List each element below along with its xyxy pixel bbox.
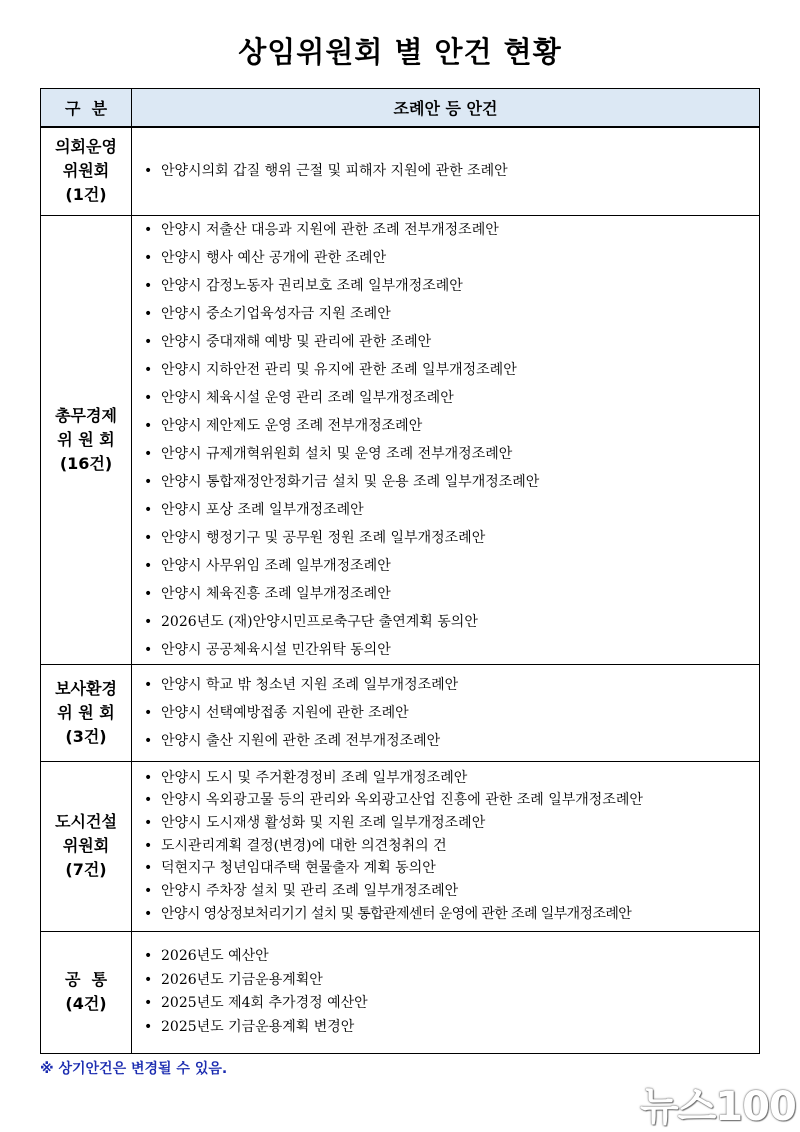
footnote: ※ 상기안건은 변경될 수 있음. — [40, 1061, 228, 1077]
committee-count: (1건) — [65, 185, 107, 205]
committee-name-cell — [41, 215, 132, 664]
header-category: 구 분 — [41, 89, 132, 128]
agenda-item: • 안양시 학교 밖 청소년 지원 조례 일부개정조례안 — [142, 671, 759, 699]
agenda-item: • 안양시 영상정보처리기기 설치 및 통합관제센터 운영에 관한 조례 일부개정조례안 — [142, 903, 759, 926]
agenda-list — [142, 767, 759, 926]
watermark-logo: 뉴스100 — [640, 1084, 796, 1130]
agenda-table — [40, 88, 760, 1054]
agenda-item: • 덕현지구 청년임대주택 현물출자 계획 동의안 — [142, 857, 759, 880]
committee-name-line: 위원회 — [62, 161, 110, 181]
section-row-urban-construction — [41, 761, 760, 931]
committee-name-line: 공 통 — [64, 970, 108, 989]
agenda-item: • 안양시 도시 및 주거환경정비 조례 일부개정조례안 — [142, 767, 759, 790]
agenda-item: • 안양시 포상 조례 일부개정조례안 — [142, 496, 759, 524]
agenda-item: • 안양시 제안제도 운영 조례 전부개정조례안 — [142, 412, 759, 440]
committee-count: (4건) — [65, 994, 107, 1013]
agenda-item: • 안양시 주차장 설치 및 관리 조례 일부개정조례안 — [142, 880, 759, 903]
agenda-list — [142, 216, 759, 664]
agenda-list-cell — [132, 664, 760, 761]
committee-name-line: 보사환경 — [55, 678, 117, 698]
agenda-item: • 안양시 공공체육시설 민간위탁 동의안 — [142, 636, 759, 664]
agenda-item: • 안양시 저출산 대응과 지원에 관한 조례 전부개정조례안 — [142, 216, 759, 244]
committee-name-cell — [41, 761, 132, 931]
agenda-item: • 2026년도 예산안 — [142, 945, 759, 969]
agenda-list-cell — [132, 127, 760, 215]
agenda-item: • 안양시 행사 예산 공개에 관한 조례안 — [142, 244, 759, 272]
agenda-item: • 안양시 도시재생 활성화 및 지원 조례 일부개정조례안 — [142, 812, 759, 835]
agenda-item: • 안양시 중소기업육성자금 지원 조례안 — [142, 300, 759, 328]
agenda-item: • 도시관리계획 결정(변경)에 대한 의견청취의 건 — [142, 835, 759, 858]
agenda-item: • 안양시 행정기구 및 공무원 정원 조례 일부개정조례안 — [142, 524, 759, 552]
agenda-item: • 2025년도 제4회 추가경정 예산안 — [142, 992, 759, 1016]
agenda-list-cell — [132, 215, 760, 664]
committee-name-cell — [41, 127, 132, 215]
agenda-item: • 안양시 선택예방접종 지원에 관한 조례안 — [142, 699, 759, 727]
agenda-item: • 안양시 체육시설 운영 관리 조례 일부개정조례안 — [142, 384, 759, 412]
agenda-item: • 안양시의회 갑질 행위 근절 및 피해자 지원에 관한 조례안 — [142, 157, 759, 185]
section-row-council-operation — [41, 127, 760, 215]
agenda-item: • 안양시 체육진흥 조례 일부개정조례안 — [142, 580, 759, 608]
committee-name-cell — [41, 931, 132, 1053]
agenda-item: • 안양시 출산 지원에 관한 조례 전부개정조례안 — [142, 727, 759, 755]
agenda-item: • 안양시 사무위임 조례 일부개정조례안 — [142, 552, 759, 580]
agenda-item: • 안양시 옥외광고물 등의 관리와 옥외광고산업 진흥에 관한 조례 일부개정조례안 — [142, 789, 759, 812]
committee-count: (7건) — [65, 860, 107, 879]
committee-count: (3건) — [65, 726, 107, 746]
agenda-list — [142, 157, 759, 185]
agenda-item: • 안양시 중대재해 예방 및 관리에 관한 조례안 — [142, 328, 759, 356]
section-row-general-economy — [41, 215, 760, 664]
page-title: 상임위원회 별 안건 현황 — [238, 35, 562, 69]
committee-name-line: 총무경제 — [55, 405, 117, 425]
committee-name-line: 의회운영 — [55, 137, 117, 157]
committee-count: (16건) — [59, 453, 113, 473]
committee-name-line: 위 원 회 — [57, 702, 115, 722]
committee-name-line: 도시건설 — [55, 812, 117, 831]
agenda-item: • 2026년도 (재)안양시민프로축구단 출연계획 동의안 — [142, 608, 759, 636]
section-row-health-welfare — [41, 664, 760, 761]
committee-name-cell — [41, 664, 132, 761]
agenda-item: • 2026년도 기금운용계획안 — [142, 969, 759, 993]
agenda-item: • 안양시 규제개혁위원회 설치 및 운영 조례 전부개정조례안 — [142, 440, 759, 468]
agenda-list — [142, 671, 759, 755]
header-agenda: 조례안 등 안건 — [132, 89, 760, 128]
section-row-common — [41, 931, 760, 1053]
agenda-item: • 안양시 지하안전 관리 및 유지에 관한 조례 일부개정조례안 — [142, 356, 759, 384]
agenda-item: • 2025년도 기금운용계획 변경안 — [142, 1016, 759, 1040]
agenda-list-cell — [132, 761, 760, 931]
agenda-list-cell — [132, 931, 760, 1053]
agenda-item: • 안양시 통합재정안정화기금 설치 및 운용 조례 일부개정조례안 — [142, 468, 759, 496]
committee-name-line: 위원회 — [62, 836, 110, 855]
agenda-list — [142, 945, 759, 1039]
agenda-item: • 안양시 감정노동자 권리보호 조례 일부개정조례안 — [142, 272, 759, 300]
table-header-row — [41, 89, 760, 128]
committee-name-line: 위 원 회 — [57, 429, 115, 449]
